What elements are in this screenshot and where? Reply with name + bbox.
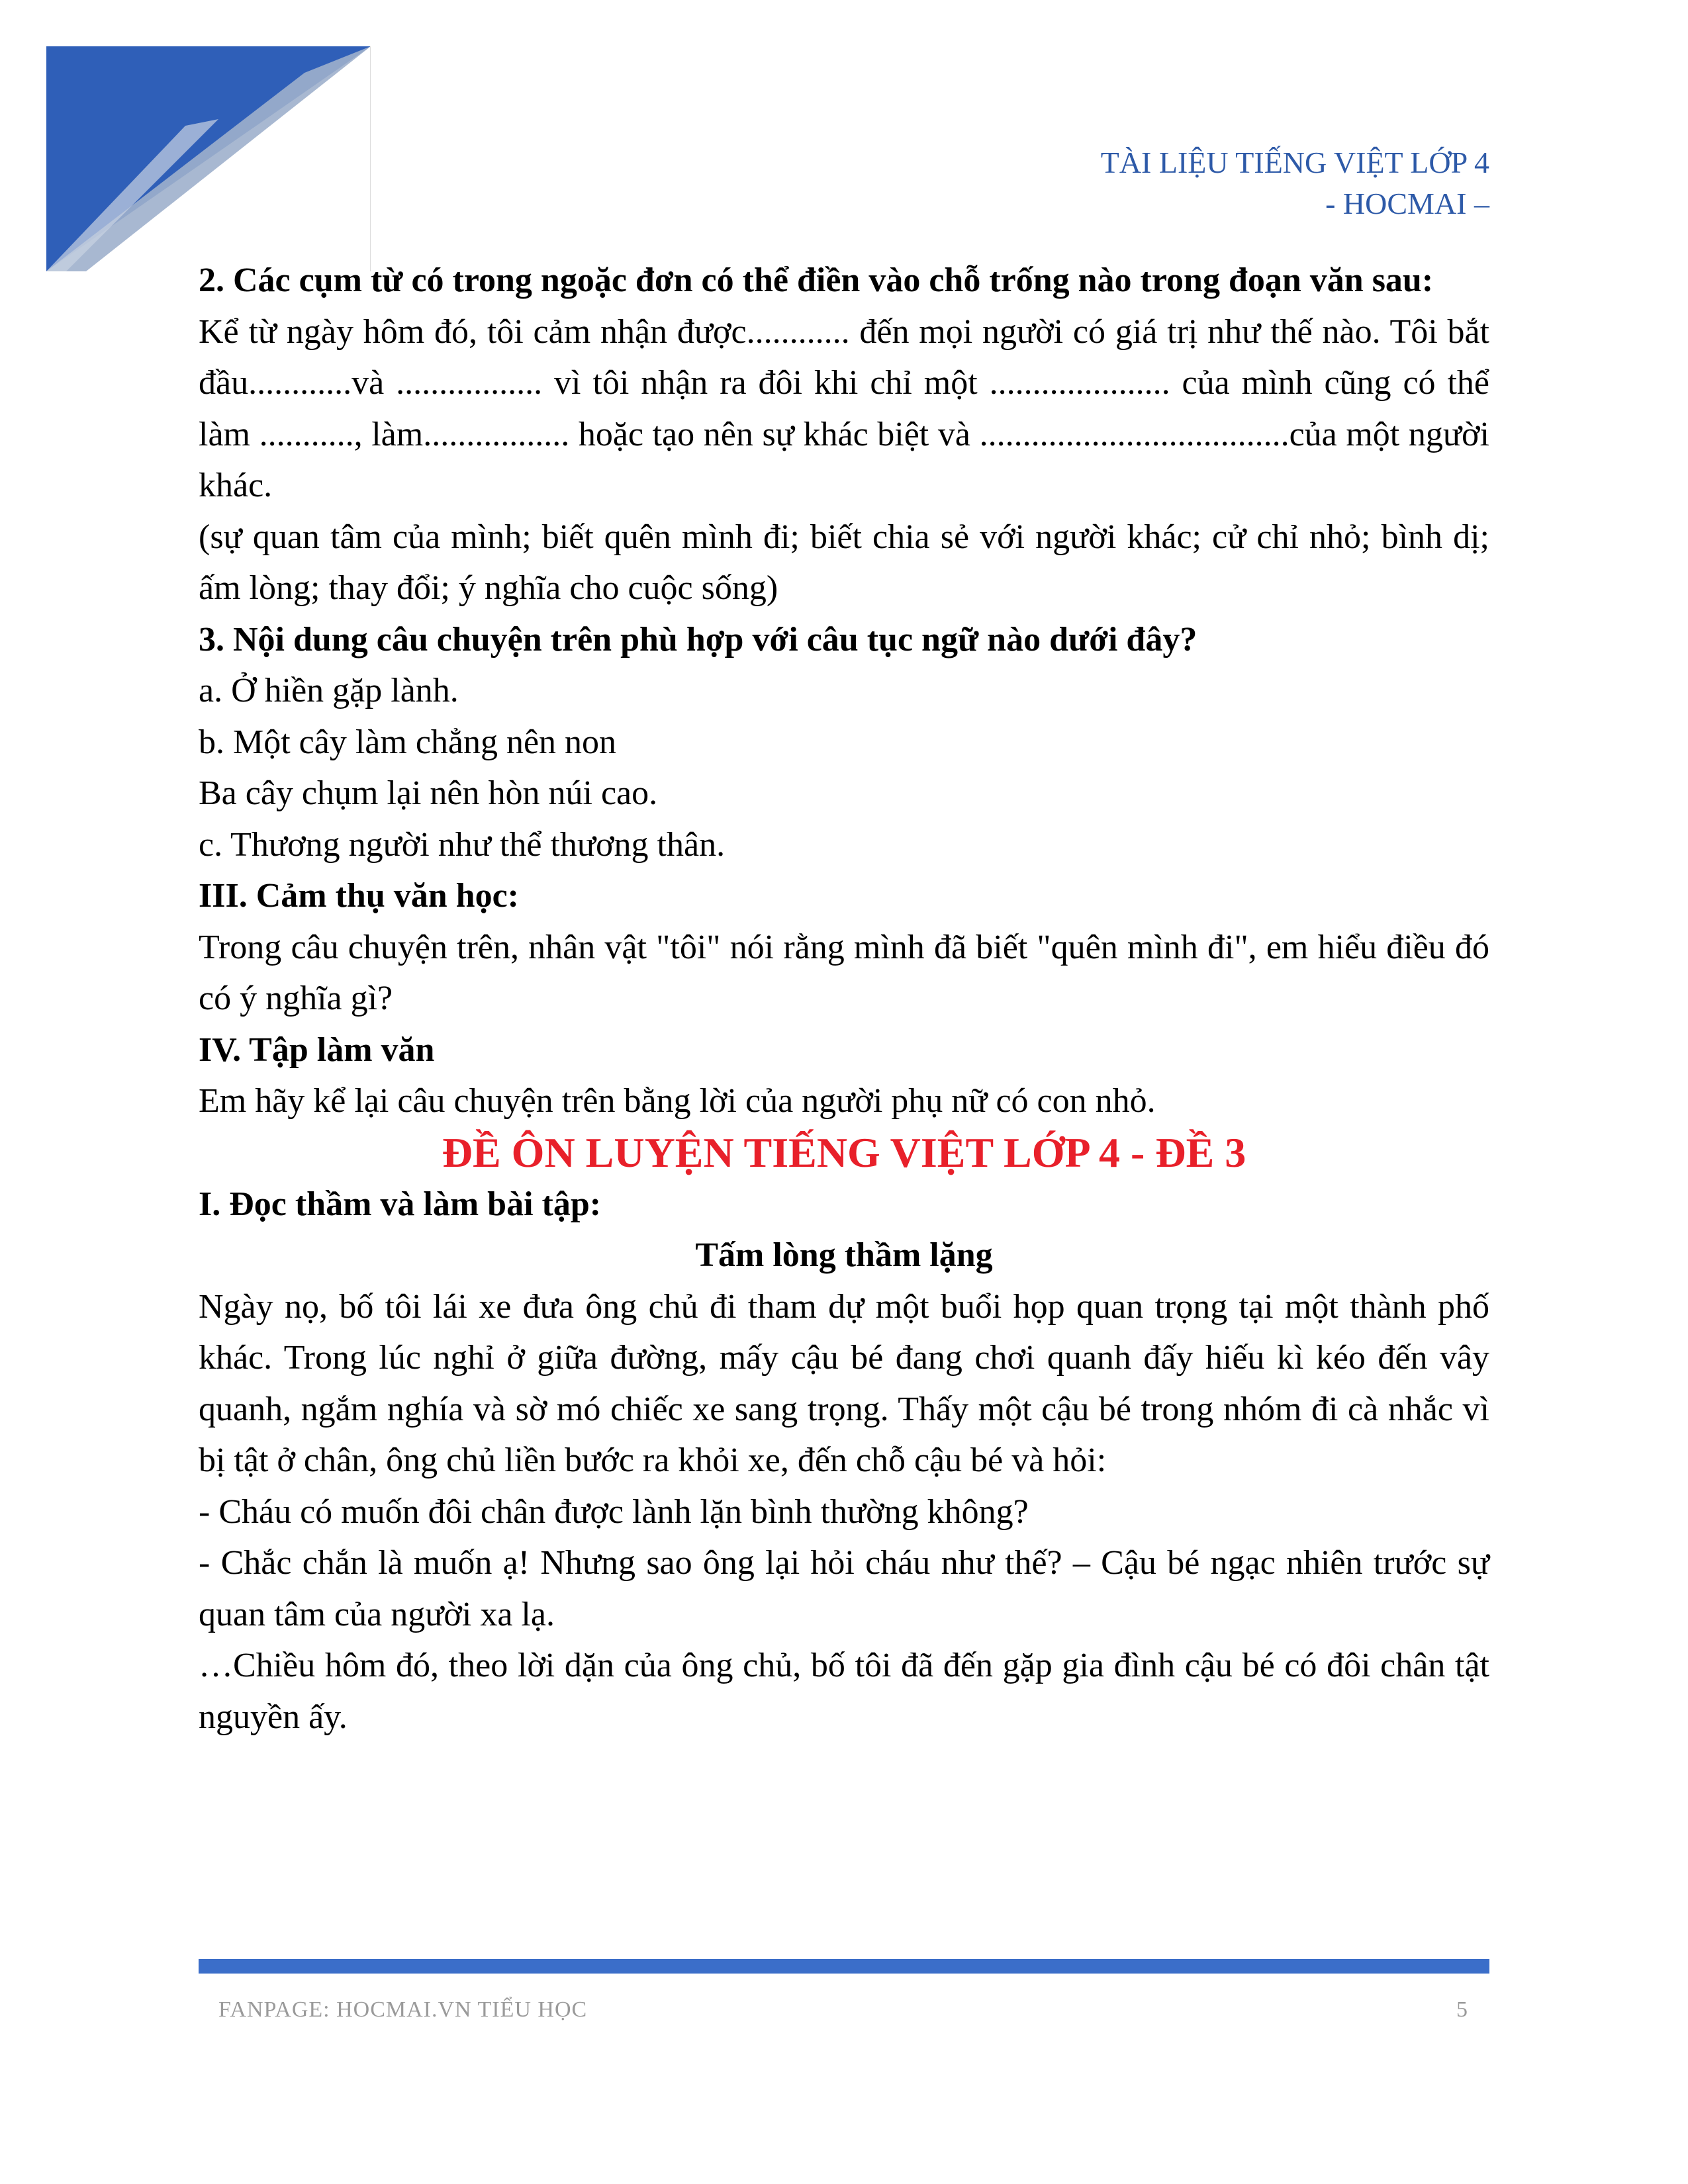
story-paragraph-2: - Cháu có muốn đôi chân được lành lặn bình thường không? [199, 1492, 1029, 1531]
question-3-option-a: a. Ở hiền gặp lành. [199, 672, 459, 709]
page-content [199, 255, 1489, 1743]
document-header [1101, 142, 1489, 224]
section-1-heading: I. Đọc thầm và làm bài tập: [199, 1185, 602, 1223]
question-2-options: (sự quan tâm của mình; biết quên mình đi; biết chia sẻ với người khác; cử chỉ nhỏ; bình dị; ấm lòng; thay đổi; ý nghĩa cho cuộc sống) [199, 518, 1489, 607]
section-4-text: Em hãy kể lại câu chuyện trên bằng lời của người phụ nữ có con nhỏ. [199, 1082, 1156, 1120]
section-3-text: Trong câu chuyện trên, nhân vật "tôi" nói rằng mình đã biết "quên mình đi", em hiểu điều đó có ý nghĩa gì? [199, 928, 1489, 1017]
exam-title: ĐỀ ÔN LUYỆN TIẾNG VIỆT LỚP 4 - ĐỀ 3 [442, 1128, 1246, 1176]
story-paragraph-1: Ngày nọ, bố tôi lái xe đưa ông chủ đi tham dự một buổi họp quan trọng tại một thành phố khác. Trong lúc nghỉ ở giữa đường, mấy cậu bé đang chơi quanh đấy hiếu kì kéo đến vây quanh, ngắm nghía và sờ mó chiếc xe sang trọng. Thấy một cậu bé trong nhóm đi cà nhắc vì bị tật ở chân, ông chủ liền bước ra khỏi xe, đến chỗ cậu bé và hỏi: [199, 1287, 1489, 1479]
header-brand: - HOCMAI – [1325, 187, 1489, 220]
section-3-heading: III. Cảm thụ văn học: [199, 877, 519, 915]
story-paragraph-4: …Chiều hôm đó, theo lời dặn của ông chủ, bố tôi đã đến gặp gia đình cậu bé có đôi chân tật nguyền ấy. [199, 1647, 1489, 1736]
question-3-option-b-line2: Ba cây chụm lại nên hòn núi cao. [199, 774, 658, 812]
question-3-option-c: c. Thương người như thể thương thân. [199, 825, 726, 864]
story-paragraph-3: - Chắc chắn là muốn ạ! Nhưng sao ông lại hỏi cháu như thế? – Cậu bé ngạc nhiên trước sự quan tâm của người xa lạ. [199, 1544, 1489, 1633]
story-title: Tấm lòng thầm lặng [695, 1236, 993, 1274]
header-title: TÀI LIỆU TIẾNG VIỆT LỚP 4 [1100, 146, 1489, 179]
question-2-title: 2. Các cụm từ có trong ngoặc đơn có thể điền vào chỗ trống nào trong đoạn văn sau: [199, 261, 1434, 299]
footer-fanpage: FANPAGE: HOCMAI.VN TIỂU HỌC [218, 1997, 588, 2022]
footer-divider [199, 1959, 1489, 1974]
question-3-title: 3. Nội dung câu chuyện trên phù hợp với câu tục ngữ nào dưới đây? [199, 620, 1197, 659]
question-3-option-b-line1: b. Một cây làm chẳng nên non [199, 723, 617, 761]
corner-decoration [46, 46, 371, 271]
section-4-heading: IV. Tập làm văn [199, 1030, 435, 1069]
page-number: 5 [1456, 1997, 1468, 2022]
question-2-passage: Kể từ ngày hôm đó, tôi cảm nhận được............ đến mọi người có giá trị như thế nào. Tôi bắt đầu............và ................. vì tôi nhận ra đôi khi chỉ một ..................... của mình cũng có thể làm ..........., làm................. hoặc tạo nên sự khác biệt và ....................................của một người khác. [199, 312, 1489, 504]
